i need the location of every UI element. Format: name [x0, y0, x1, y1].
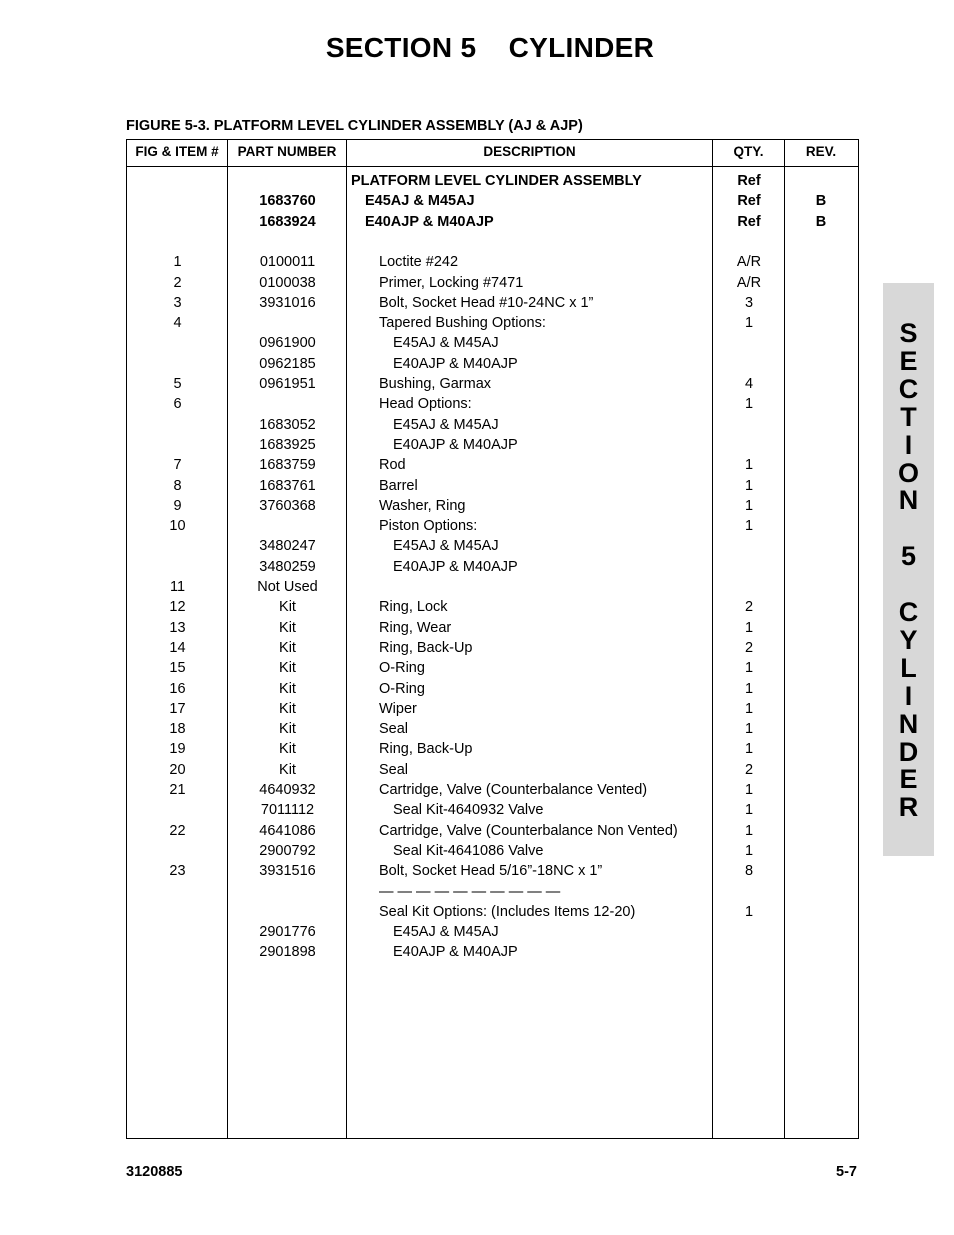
part-number-cell: 1683052 [259, 416, 316, 433]
qty-cell: 3 [744, 294, 754, 311]
side-tab-letter: L [900, 652, 917, 683]
header-divider [127, 166, 858, 167]
part-number-cell: Kit [279, 761, 296, 778]
part-number-cell: 2900792 [259, 842, 316, 859]
header-fig-item: FIG & ITEM # [135, 144, 219, 159]
table-row [127, 536, 858, 556]
description-cell: Tapered Bushing Options: [379, 315, 546, 332]
qty-cell: 1 [744, 822, 754, 839]
side-tab-letter: D [898, 736, 919, 767]
side-tab-letter: C [898, 597, 919, 627]
fig-item-cell: 11 [169, 579, 186, 595]
part-number-cell: 3931516 [259, 863, 316, 880]
table-row [127, 435, 858, 455]
table-row [127, 516, 858, 536]
table-row [127, 476, 858, 496]
description-cell: Head Options: [379, 396, 472, 413]
description-cell: E40AJP & M40AJP [365, 213, 494, 230]
table-row [127, 415, 858, 435]
table-row [127, 212, 858, 232]
fig-item-cell: 12 [169, 599, 186, 616]
side-tab-letter: E [899, 345, 918, 376]
part-number-cell: 0100038 [259, 274, 316, 291]
qty-cell: 1 [744, 721, 754, 738]
description-cell: Primer, Locking #7471 [379, 274, 524, 291]
table-row [127, 719, 858, 739]
description-cell: Washer, Ring [379, 497, 466, 514]
description-cell: Seal [379, 761, 409, 778]
table-row [127, 922, 858, 942]
table-row [127, 577, 858, 597]
description-cell: — — — — — — — — — — [379, 883, 561, 900]
side-tab-letter: Y [899, 624, 918, 655]
part-number-cell: 0100011 [259, 254, 316, 271]
qty-cell: 2 [744, 639, 754, 656]
qty-cell: 1 [744, 660, 754, 677]
table-row [127, 699, 858, 719]
description-cell: E45AJ & M45AJ [393, 416, 499, 433]
header-description: DESCRIPTION [483, 144, 576, 159]
fig-item-cell: 15 [169, 660, 186, 677]
description-cell: Barrel [379, 477, 418, 494]
table-row [127, 882, 858, 902]
table-row [127, 293, 858, 313]
table-row [127, 638, 858, 658]
side-tab-letter: R [898, 792, 919, 823]
description-cell: Piston Options: [379, 518, 478, 535]
part-number-cell: 3480259 [259, 558, 316, 575]
qty-cell: 1 [744, 315, 754, 332]
table-row [127, 658, 858, 678]
description-cell: O-Ring [379, 680, 425, 697]
part-number-cell: 4640932 [259, 782, 316, 798]
fig-item-cell: 13 [169, 619, 186, 636]
description-cell: Cartridge, Valve (Counterbalance Vented) [379, 782, 648, 798]
fig-item-cell: 22 [169, 822, 186, 839]
fig-item-cell: 2 [173, 274, 182, 291]
side-tab-letter: T [900, 401, 917, 432]
table-row [127, 679, 858, 699]
fig-item-cell: 6 [173, 396, 182, 413]
qty-cell: 1 [744, 680, 754, 697]
part-number-cell: 1683760 [259, 193, 316, 210]
table-row [127, 597, 858, 617]
table-row [127, 902, 858, 922]
table-row [127, 191, 858, 211]
qty-cell: 2 [744, 761, 754, 778]
fig-item-cell: 10 [169, 518, 186, 535]
description-cell: Ring, Lock [379, 599, 448, 616]
header-qty: QTY. [733, 144, 764, 159]
table-row [127, 374, 858, 394]
description-cell: Seal [379, 721, 409, 738]
header-part-number: PART NUMBER [237, 144, 337, 159]
fig-item-cell: 5 [173, 376, 182, 392]
part-number-cell: 4641086 [259, 822, 316, 839]
part-number-cell: 0961900 [259, 335, 316, 352]
side-tab-letter: N [898, 708, 919, 739]
fig-item-cell: 3 [173, 294, 182, 311]
fig-item-cell: 19 [169, 741, 186, 758]
parts-table [126, 139, 859, 1139]
description-cell: Wiper [379, 700, 417, 717]
table-row [127, 618, 858, 638]
fig-item-cell: 16 [169, 680, 186, 697]
fig-item-cell: 14 [169, 639, 186, 656]
description-cell: E40AJP & M40AJP [393, 355, 518, 372]
description-cell: Rod [379, 457, 406, 474]
qty-cell: 1 [744, 477, 754, 494]
fig-item-cell: 7 [173, 457, 182, 474]
part-number-cell: 1683759 [259, 457, 316, 474]
qty-cell: 1 [744, 782, 754, 798]
figure-title: FIGURE 5-3. PLATFORM LEVEL CYLINDER ASSEMBLY (AJ & AJP) [126, 118, 583, 134]
description-cell: Ring, Wear [379, 619, 452, 636]
fig-item-cell: 23 [169, 863, 186, 880]
part-number-cell: Not Used [257, 579, 318, 595]
table-row [127, 739, 858, 759]
qty-cell: Ref [737, 173, 761, 189]
qty-cell: 2 [744, 599, 754, 616]
header-rev: REV. [805, 144, 837, 159]
qty-cell: 1 [744, 396, 754, 413]
qty-cell: A/R [736, 254, 762, 271]
description-cell: Seal Kit-4640932 Valve [393, 802, 544, 819]
table-row [127, 760, 858, 780]
part-number-cell: 3760368 [259, 497, 316, 514]
table-row [127, 800, 858, 820]
part-number-cell: Kit [279, 599, 296, 616]
qty-cell: 8 [744, 863, 754, 880]
table-row [127, 942, 858, 962]
part-number-cell: Kit [279, 660, 296, 677]
fig-item-cell: 9 [173, 497, 182, 514]
table-row [127, 841, 858, 861]
qty-cell: 1 [744, 700, 754, 717]
part-number-cell: 1683925 [259, 436, 316, 453]
table-row [127, 496, 858, 516]
part-number-cell: 3931016 [259, 294, 316, 311]
description-cell: E45AJ & M45AJ [393, 538, 499, 555]
qty-cell: 1 [744, 619, 754, 636]
part-number-cell: Kit [279, 639, 296, 656]
part-number-cell: Kit [279, 619, 296, 636]
qty-cell: 1 [744, 802, 754, 819]
description-cell: Ring, Back-Up [379, 639, 473, 656]
qty-cell: 1 [744, 518, 754, 535]
part-number-cell: 1683761 [259, 477, 316, 494]
qty-cell: 1 [744, 457, 754, 474]
page-number: 5-7 [836, 1164, 857, 1180]
table-row [127, 861, 858, 881]
document-number: 3120885 [126, 1164, 183, 1180]
qty-cell: Ref [737, 193, 761, 210]
description-cell: Seal Kit-4641086 Valve [393, 842, 544, 859]
part-number-cell: 3480247 [259, 538, 316, 555]
fig-item-cell: 8 [173, 477, 182, 494]
fig-item-cell: 20 [169, 761, 186, 778]
description-cell: E45AJ & M45AJ [393, 924, 499, 941]
page-title: SECTION 5 CYLINDER [325, 32, 655, 63]
qty-cell: 1 [744, 842, 754, 859]
table-row [127, 394, 858, 414]
qty-cell: 1 [744, 903, 754, 920]
qty-cell: 1 [744, 497, 754, 514]
table-row [127, 232, 858, 252]
description-cell: Bolt, Socket Head 5/16”-18NC x 1” [379, 863, 603, 880]
side-tab-letter: C [898, 373, 919, 404]
rev-cell: B [815, 213, 827, 230]
table-row [127, 821, 858, 841]
side-tab-letter: N [898, 485, 919, 516]
part-number-cell: 1683924 [259, 213, 316, 230]
part-number-cell: 0961951 [259, 376, 316, 392]
part-number-cell: 2901898 [259, 944, 316, 961]
qty-cell: Ref [737, 213, 761, 230]
side-tab-letter: S [899, 318, 918, 348]
description-cell: Bolt, Socket Head #10-24NC x 1” [379, 294, 594, 311]
fig-item-cell: 4 [173, 315, 182, 332]
description-cell: E40AJP & M40AJP [393, 558, 518, 575]
side-tab-letter: I [904, 429, 913, 460]
description-cell: PLATFORM LEVEL CYLINDER ASSEMBLY [351, 173, 642, 189]
table-row [127, 313, 858, 333]
part-number-cell: 0962185 [259, 355, 316, 372]
fig-item-cell: 1 [173, 254, 182, 271]
description-cell: E40AJP & M40AJP [393, 436, 518, 453]
table-row [127, 354, 858, 374]
table-row [127, 455, 858, 475]
description-cell: Seal Kit Options: (Includes Items 12-20) [379, 903, 636, 920]
description-cell: E45AJ & M45AJ [393, 335, 499, 352]
fig-item-cell: 18 [169, 721, 186, 738]
table-row [127, 557, 858, 577]
description-cell: Bushing, Garmax [379, 376, 492, 392]
part-number-cell: Kit [279, 741, 296, 758]
rev-cell: B [815, 193, 827, 210]
fig-item-cell: 17 [169, 700, 186, 717]
part-number-cell: Kit [279, 680, 296, 697]
description-cell: E45AJ & M45AJ [365, 193, 475, 210]
part-number-cell: Kit [279, 721, 296, 738]
qty-cell: 1 [744, 741, 754, 758]
part-number-cell: Kit [279, 700, 296, 717]
description-cell: Ring, Back-Up [379, 741, 473, 758]
description-cell: E40AJP & M40AJP [393, 944, 518, 961]
description-cell: Cartridge, Valve (Counterbalance Non Vented) [379, 822, 678, 839]
description-cell: Loctite #242 [379, 254, 459, 271]
side-tab-letter: I [904, 680, 913, 711]
qty-cell: 4 [744, 376, 754, 392]
table-row [127, 252, 858, 272]
table-row [127, 333, 858, 353]
part-number-cell: 7011112 [260, 802, 315, 819]
description-cell: O-Ring [379, 660, 425, 677]
fig-item-cell: 21 [169, 782, 186, 798]
table-row [127, 273, 858, 293]
qty-cell: A/R [736, 274, 762, 291]
table-row [127, 171, 858, 191]
part-number-cell: 2901776 [259, 924, 316, 941]
side-tab-letter: O [897, 457, 919, 488]
table-row [127, 780, 858, 800]
side-tab-letter: 5 [900, 541, 917, 572]
side-tab-letter: E [899, 764, 918, 795]
section-side-tab [883, 283, 934, 856]
